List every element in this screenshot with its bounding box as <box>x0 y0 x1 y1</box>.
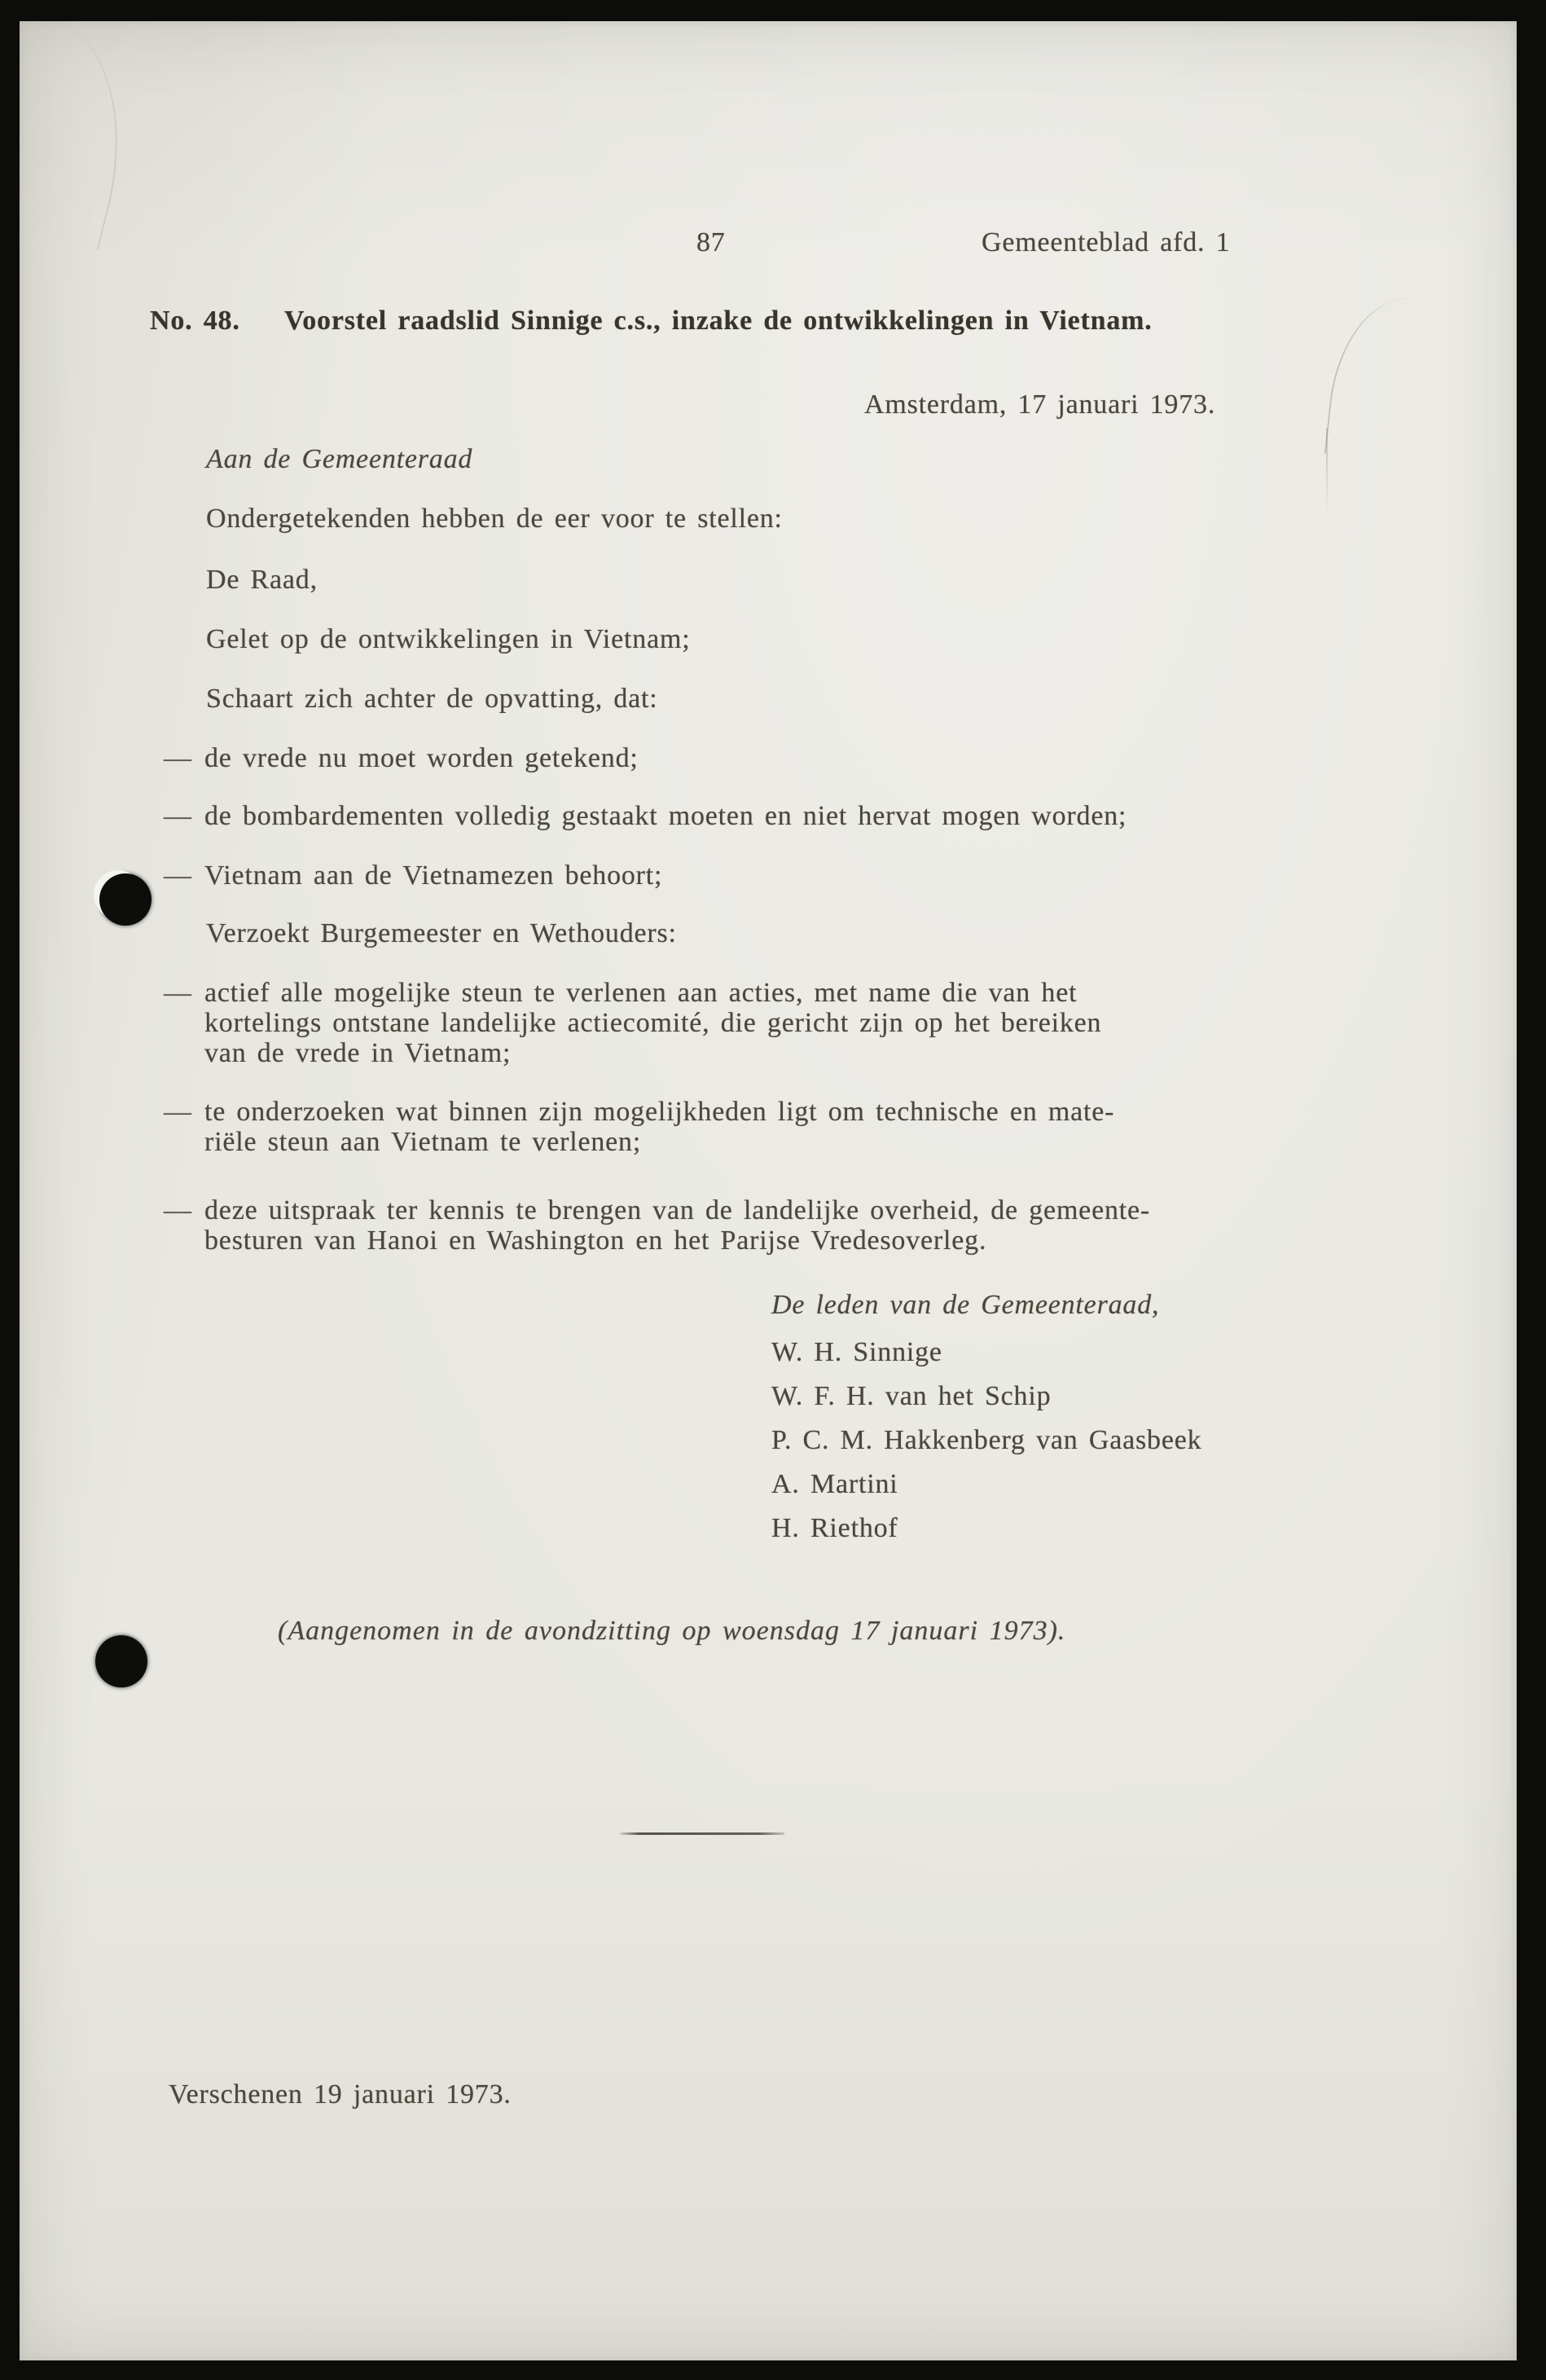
signature-name: P. C. M. Hakkenberg van Gaasbeek <box>771 1425 1202 1455</box>
bullet-dash: — <box>164 1195 192 1225</box>
bullet-line: actief alle mogelijke steun te verlenen aan acties, met name die van het <box>204 978 1078 1008</box>
bullet-dash: — <box>164 978 192 1008</box>
bullet-line: te onderzoeken wat binnen zijn mogelijkheden ligt om technische en mate- <box>204 1097 1115 1127</box>
gelet-line: Gelet op de ontwikkelingen in Vietnam; <box>206 624 691 654</box>
published-note: Verschenen 19 januari 1973. <box>169 2079 512 2109</box>
signature-name: W. H. Sinnige <box>771 1337 942 1367</box>
de-raad-line: De Raad, <box>206 565 318 595</box>
schaart-line: Schaart zich achter de opvatting, dat: <box>206 684 658 714</box>
bullet-item <box>164 743 639 773</box>
dateline: Amsterdam, 17 januari 1973. <box>864 389 1216 420</box>
bullet-item <box>164 1097 1114 1157</box>
document-page <box>20 21 1517 2360</box>
bullet-item <box>164 860 662 891</box>
signature-heading: De leden van de Gemeenteraad, <box>771 1290 1160 1320</box>
corner-crease <box>2 20 149 250</box>
signature-list <box>771 1331 1201 1551</box>
bullet-dash: — <box>164 743 192 773</box>
verzoekt-line: Verzoekt Burgemeester en Wethouders: <box>206 918 677 948</box>
bullet-line: deze uitspraak ter kennis te brengen van de landelijke overheid, de gemeente- <box>204 1195 1151 1225</box>
paper-crease-curve <box>1324 291 1420 461</box>
signature-name: W. F. H. van het Schip <box>771 1381 1052 1411</box>
proposal-number: No. 48. <box>150 306 240 336</box>
salutation: Aan de Gemeenteraad <box>206 444 473 474</box>
bullet-dash: — <box>164 801 192 831</box>
signature-name: H. Riethof <box>771 1513 898 1543</box>
punch-hole-top <box>99 873 152 926</box>
intro-line: Ondergetekenden hebben de eer voor te stellen: <box>206 504 783 534</box>
bullet-dash: — <box>164 860 192 891</box>
bullet-line: de vrede nu moet worden getekend; <box>204 743 639 773</box>
page-number: 87 <box>696 227 726 257</box>
bullet-line: Vietnam aan de Vietnamezen behoort; <box>204 860 663 891</box>
bullet-dash: — <box>164 1097 192 1127</box>
bullet-line: riële steun aan Vietnam te verlenen; <box>204 1127 642 1157</box>
bullet-item <box>164 801 1127 831</box>
bullet-item <box>164 978 1101 1068</box>
bullet-item <box>164 1195 1150 1256</box>
proposal-title: Voorstel raadslid Sinnige c.s., inzake de ontwikkelingen in Vietnam. <box>284 306 1153 336</box>
bullet-line: van de vrede in Vietnam; <box>204 1038 512 1068</box>
bullet-line: kortelings ontstane landelijke actiecomité, die gericht zijn op het bereiken <box>204 1008 1102 1038</box>
punch-hole-bottom <box>95 1635 147 1687</box>
publication-header: Gemeenteblad afd. 1 <box>982 227 1231 257</box>
bullet-line: besturen van Hanoi en Washington en het Parijse Vredesoverleg. <box>204 1225 987 1256</box>
adoption-note: (Aangenomen in de avondzitting op woensdag 17 januari 1973). <box>278 1616 1066 1646</box>
bullet-line: de bombardementen volledig gestaakt moeten en niet hervat mogen worden; <box>204 801 1127 831</box>
signature-name: A. Martini <box>771 1469 898 1499</box>
paper-crease-line <box>1326 429 1328 518</box>
divider-rule <box>620 1832 784 1835</box>
